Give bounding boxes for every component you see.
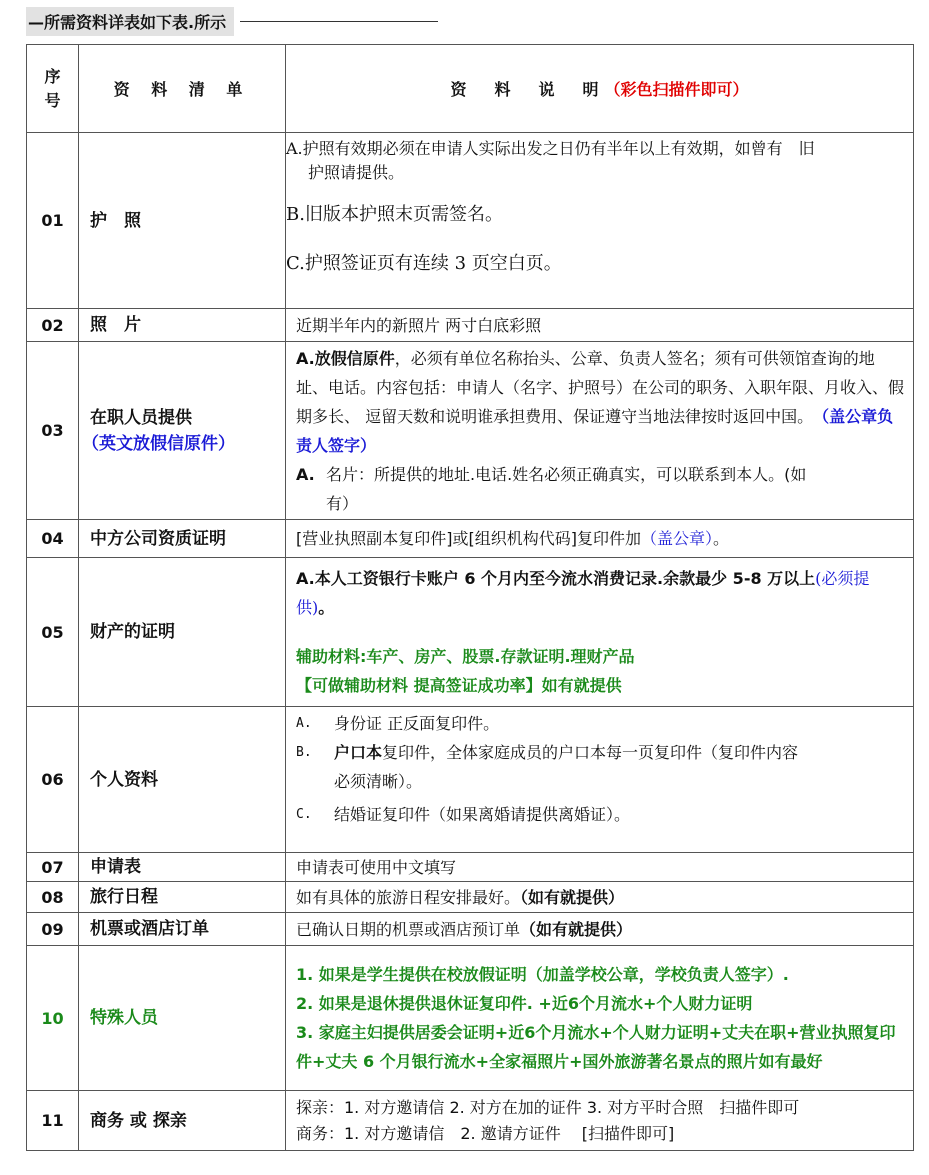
row-name: 护 照: [79, 133, 286, 309]
list-item: A.护照有效期必须在申请人实际出发之日仍有半年以上有效期，如曾有 旧 护照请提供。: [286, 139, 815, 182]
list-item: A.放假信原件，必须有单位名称抬头、公章、负责人签名；须有可供领馆查询的地址、电话。内容包括：申请人（名字、护照号）在公司的职务、入职年限、月收入、假期多长、 逗留天数和说明谁承担费用、保证遵守当地法律按时返回中国。 （盖公章负责人签字）: [296, 348, 905, 455]
list-item: 探亲：1. 对方邀请信 2. 对方在加的证件 3. 对方平时合照 扫描件即可: [296, 1097, 800, 1117]
row-number: 06: [27, 707, 79, 853]
table-header-row: [27, 45, 914, 133]
row-description: [营业执照副本复印件]或[组织机构代码]复印件加（盖公章）。: [286, 520, 914, 558]
row-description: [286, 946, 914, 1091]
table-row: [27, 853, 914, 882]
row-description: [286, 342, 914, 520]
row-name: 申请表: [79, 853, 286, 882]
table-row: [27, 309, 914, 342]
header-seq: 序 号: [27, 45, 79, 133]
table-row: [27, 707, 914, 853]
list-item: B.旧版本护照末页需签名。: [286, 204, 503, 225]
list-item: 1. 如果是学生提供在校放假证明（加盖学校公章，学校负责人签字）.: [296, 965, 789, 984]
row-number: 11: [27, 1091, 79, 1151]
row-name: 个人资料: [79, 707, 286, 853]
row-description: [286, 133, 914, 309]
row-number: 07: [27, 853, 79, 882]
row-name: 特殊人员: [79, 946, 286, 1091]
row-name: 在职人员提供 （英文放假信原件）: [79, 342, 286, 520]
row-name: 中方公司资质证明: [79, 520, 286, 558]
row-number: 02: [27, 309, 79, 342]
list-item: 商务：1. 对方邀请信 2. 邀请方证件 [扫描件即可]: [296, 1123, 675, 1143]
table-row: [27, 882, 914, 913]
list-item: C. 结婚证复印件（如果离婚请提供离婚证）。: [296, 805, 631, 824]
income-requirement: A.本人工资银行卡账户 6 个月内至今流水消费记录.余款最少 5-8 万以上(必须提供)。: [296, 569, 870, 617]
row-number: 08: [27, 882, 79, 913]
row-name: 照 片: [79, 309, 286, 342]
materials-table: [26, 44, 914, 1151]
row-description: 近期半年内的新照片 两寸白底彩照: [286, 309, 914, 342]
row-number: 03: [27, 342, 79, 520]
header-list: 资 料 清 单: [79, 45, 286, 133]
row-number: 04: [27, 520, 79, 558]
table-row: [27, 133, 914, 309]
table-row: [27, 520, 914, 558]
header-desc: 资 料 说 明（彩色扫描件即可）: [286, 45, 914, 133]
table-row: [27, 913, 914, 946]
list-item: A. 身份证 正反面复印件。: [296, 714, 500, 733]
auxiliary-note: 【可做辅助材料 提高签证成功率】如有就提供: [296, 676, 622, 695]
list-item: A. 名片：所提供的地址.电话.姓名必须正确真实，可以联系到本人。(如 有）: [296, 464, 807, 513]
list-item: 3. 家庭主妇提供居委会证明+近6个月流水+个人财力证明+丈夫在职+营业执照复印件+丈夫 6 个月银行流水+全家福照片+国外旅游著名景点的照片如有最好: [296, 1023, 896, 1071]
table-row: [27, 946, 914, 1091]
row-description: [286, 1091, 914, 1151]
table-row: [27, 342, 914, 520]
row-number: 09: [27, 913, 79, 946]
row-description: 已确认日期的机票或酒店预订单（如有就提供）: [286, 913, 914, 946]
row-number: 10: [27, 946, 79, 1091]
list-item: C.护照签证页有连续 3 页空白页。: [286, 253, 562, 274]
row-description: [286, 558, 914, 707]
row-description: 如有具体的旅游日程安排最好。（如有就提供）: [286, 882, 914, 913]
row-description: [286, 707, 914, 853]
auxiliary-materials: 辅助材料:车产、房产、股票.存款证明.理财产品: [296, 647, 635, 666]
row-name: 旅行日程: [79, 882, 286, 913]
row-number: 05: [27, 558, 79, 707]
row-description: 申请表可使用中文填写: [286, 853, 914, 882]
row-name: 商务 或 探亲: [79, 1091, 286, 1151]
list-item: 2. 如果是退休提供退休证复印件. +近6个月流水+个人财力证明: [296, 994, 753, 1013]
row-number: 01: [27, 133, 79, 309]
heading-text: —所需资料详表如下表.所示: [26, 7, 234, 36]
row-name: 机票或酒店订单: [79, 913, 286, 946]
table-row: [27, 558, 914, 707]
row-name: 财产的证明: [79, 558, 286, 707]
list-item: B. 户口本复印件，全体家庭成员的户口本每一页复印件（复印件内容 必须清晰）。: [296, 743, 799, 791]
table-row: [27, 1091, 914, 1151]
section-heading: [26, 8, 438, 34]
heading-rule: [240, 21, 438, 22]
